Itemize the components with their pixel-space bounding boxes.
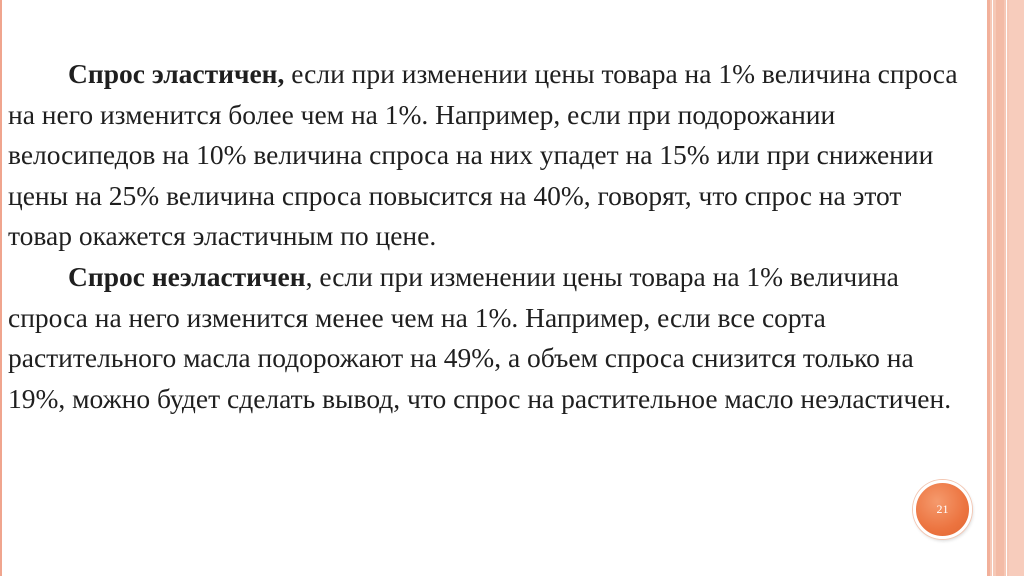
paragraph-inelastic-demand	[8, 257, 968, 419]
paragraph-text: , если при изменении цены товара на 1% величина спроса на него изменится менее чем на 1%. Например, если все сорта растительного масла подорожают на 49%, а объем спроса снизится только на 19%, можно будет сделать вывод, что спрос на растительное масло неэластичен.	[8, 260, 952, 414]
slide-body-text	[8, 54, 968, 419]
term-elastic-demand: Спрос эластичен,	[68, 58, 285, 89]
decorative-side-stripes	[987, 0, 1024, 576]
stripe	[987, 0, 990, 576]
page-number-badge	[913, 480, 972, 539]
paragraph-text: если при изменении цены товара на 1% величина спроса на него изменится более чем на 1%. Например, если при подорожании велосипедов на 10% величина спроса на них упадет на 15% или при снижении цены на 25% величина спроса повысится на 40%, говорят, что спрос на этот товар окажется эластичным по цене.	[8, 58, 958, 252]
stripe	[1006, 0, 1007, 576]
paragraph-elastic-demand	[8, 54, 968, 257]
term-inelastic-demand: Спрос неэластичен	[68, 260, 306, 292]
page-number: 21	[936, 502, 949, 516]
stripe	[996, 0, 1004, 576]
stripe	[1009, 0, 1024, 576]
stripe	[992, 0, 993, 576]
